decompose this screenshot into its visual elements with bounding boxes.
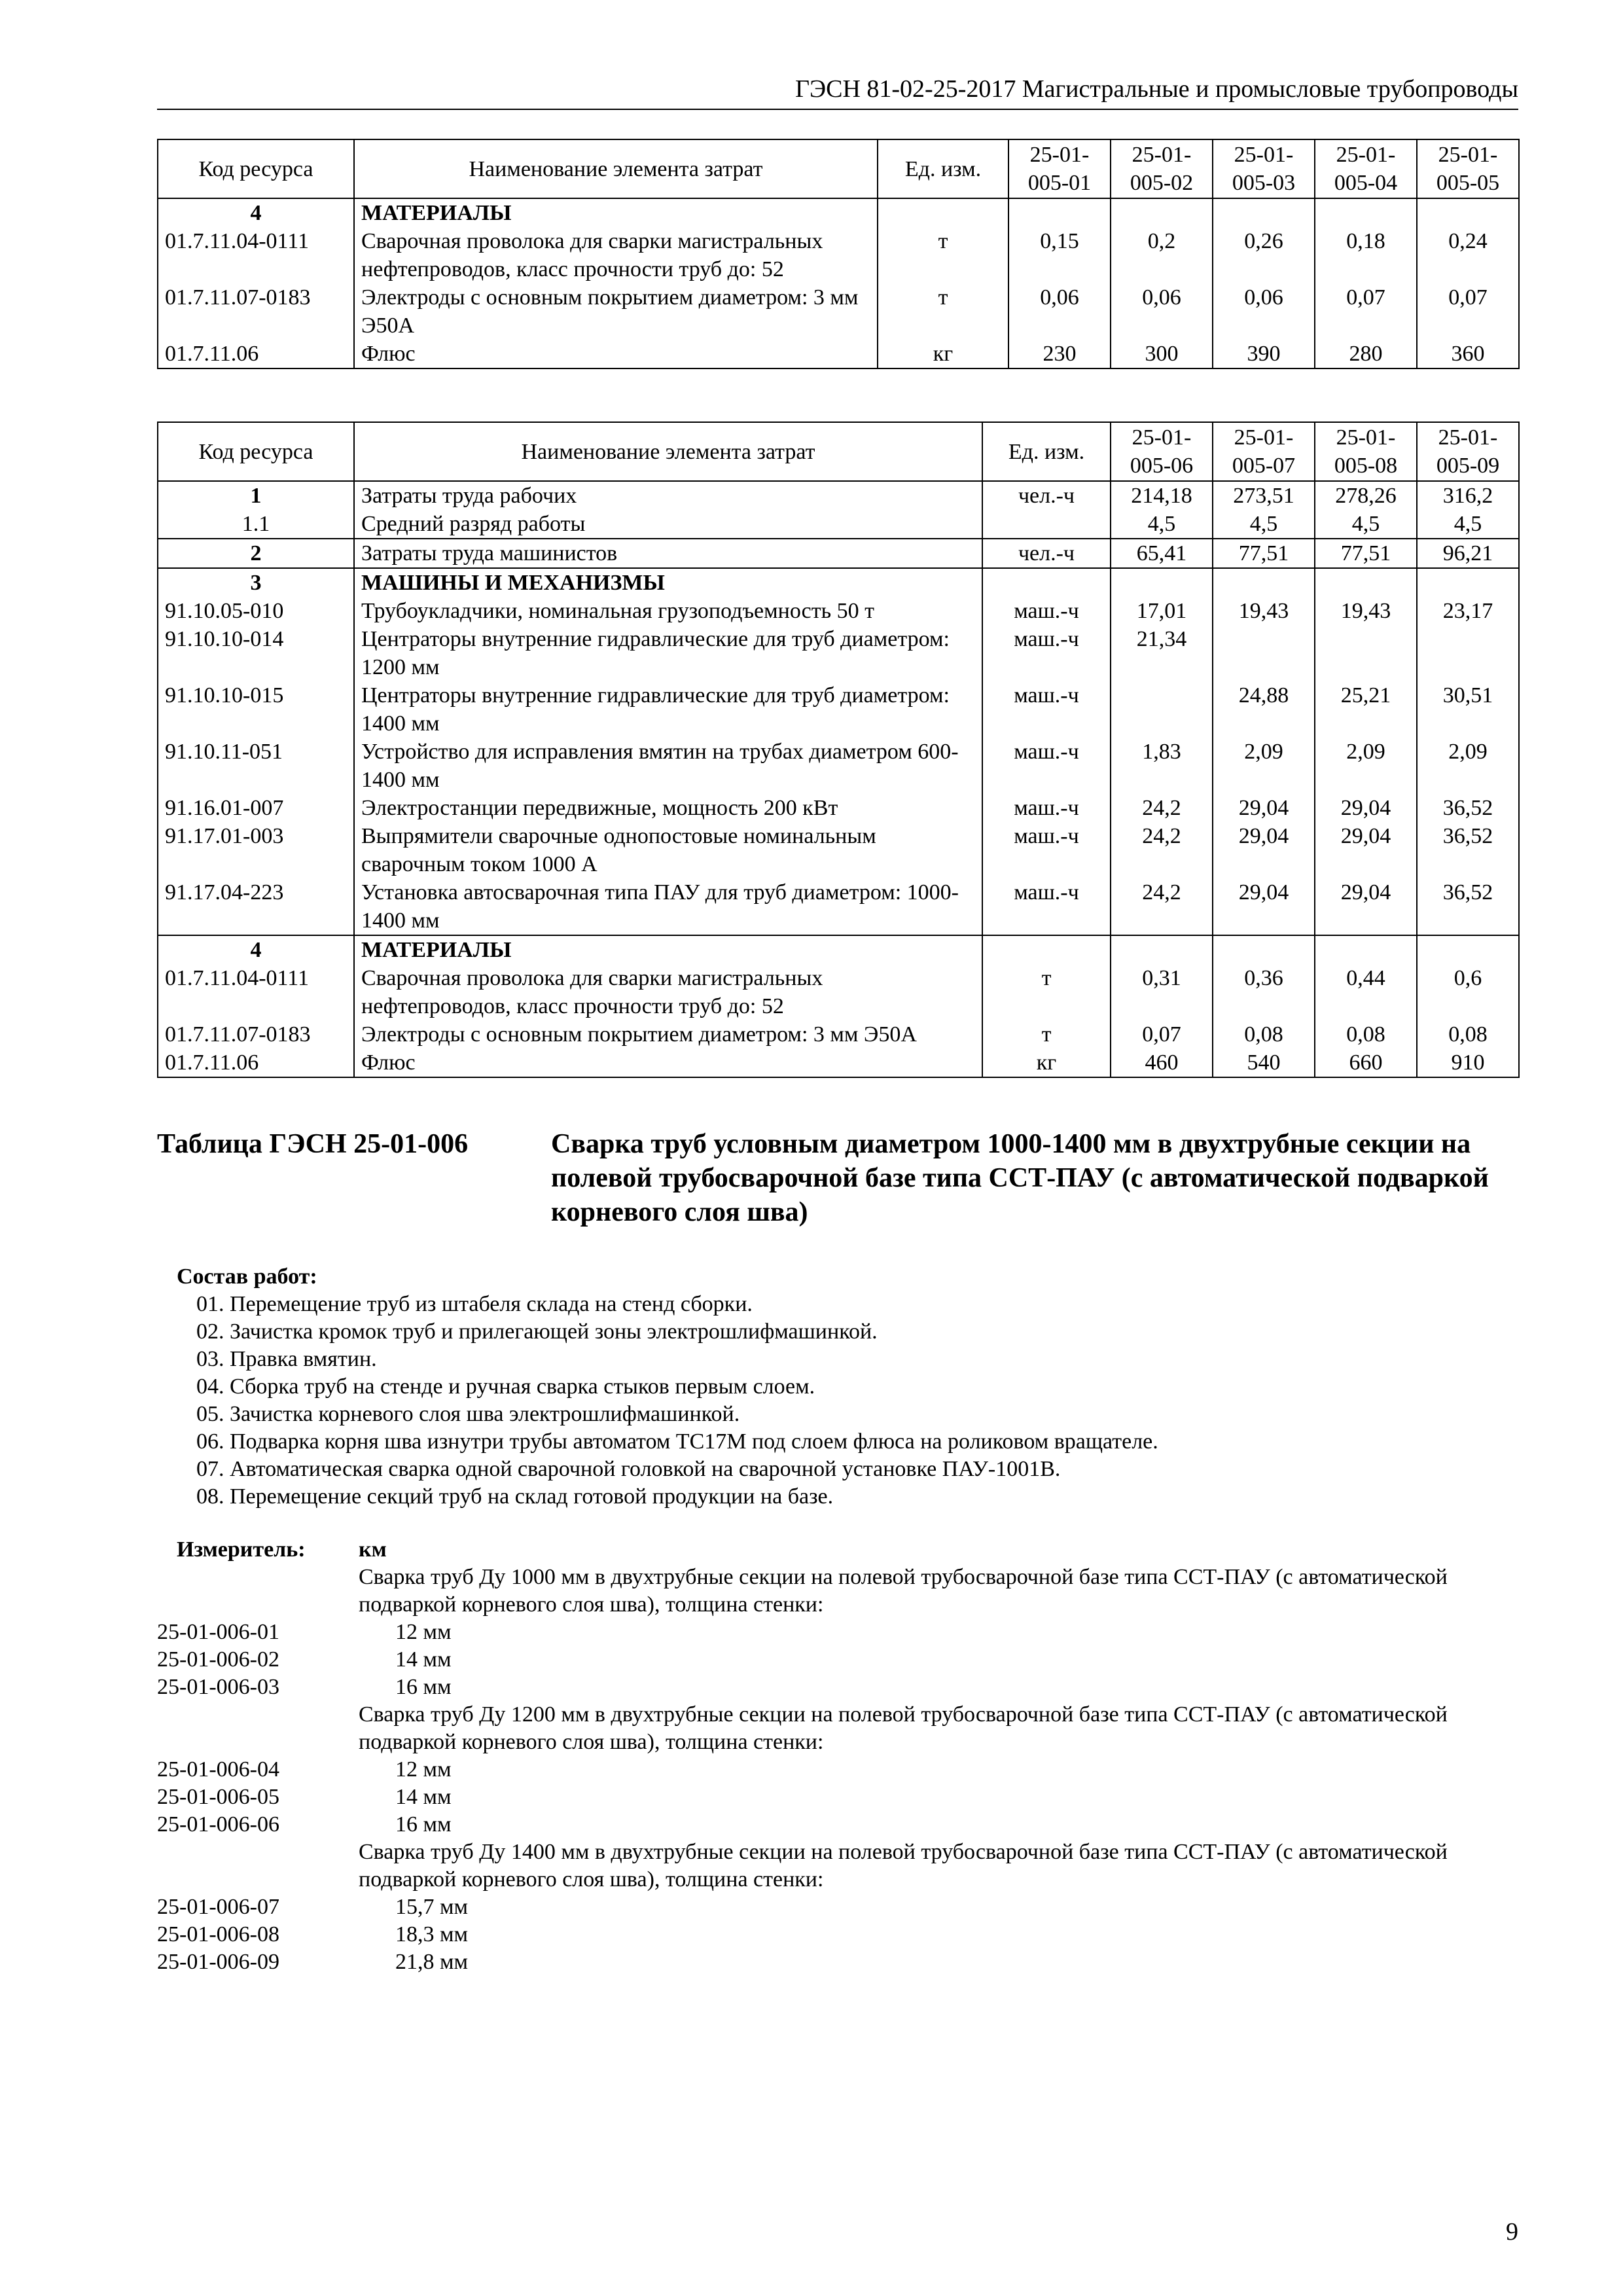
resource-code: 01.7.11.04-0111 [158,227,354,283]
resource-name: Центраторы внутренние гидравлические для труб диаметром: 1400 мм [354,681,982,738]
column-header-name: Наименование элемента затрат [354,139,878,198]
resource-unit [878,198,1008,227]
norm-value: 19,43 [1213,597,1315,625]
norm-value: 0,44 [1315,964,1417,1020]
resource-name: Средний разряд работы [354,510,982,539]
norm-value: 273,51 [1213,481,1315,510]
norm-value [1213,568,1315,597]
norm-value: 0,36 [1213,964,1315,1020]
list-item [157,1646,1518,1674]
column-header-norm: 25-01-005-04 [1315,139,1417,198]
norm-value: 0,07 [1315,283,1417,340]
resource-name: Сварочная проволока для сварки магистральных нефтепроводов, класс прочности труб до: 52 [354,964,982,1020]
page-number: 9 [1506,2218,1518,2246]
norm-value: 0,06 [1111,283,1213,340]
norm-code: 25-01-006-08 [157,1922,279,1946]
resource-code: 2 [158,539,354,568]
group-description: Сварка труб Ду 1400 мм в двухтрубные секции на полевой трубосварочной базе типа ССТ-ПАУ (с автоматической подваркой корневого слоя шва), толщина стенки: [359,1840,1448,1892]
norm-value: 0,07 [1111,1020,1213,1049]
meter-unit: км [359,1537,387,1562]
table-row [158,481,1519,510]
meter-group-description [157,1839,1518,1893]
resource-code: 91.10.05-010 [158,597,354,625]
norm-value: 23,17 [1417,597,1519,625]
column-header-norm: 25-01-005-08 [1315,422,1417,481]
norm-value: 0,06 [1008,283,1111,340]
resource-code: 1 [158,481,354,510]
resource-code: 01.7.11.06 [158,340,354,368]
list-item: 08. Перемещение секций труб на склад готовой продукции на базе. [196,1484,834,1509]
resource-unit: чел.-ч [982,481,1111,510]
table-row [158,198,1519,227]
resource-name: Сварочная проволока для сварки магистральных нефтепроводов, класс прочности труб до: 52 [354,227,878,283]
table-row [158,597,1519,625]
wall-thickness: 12 мм [395,1757,452,1782]
norm-code: 25-01-006-01 [157,1620,279,1644]
list-item: 01. Перемещение труб из штабеля склада на стенд сборки. [196,1292,753,1316]
group-description: Сварка труб Ду 1000 мм в двухтрубные секции на полевой трубосварочной базе типа ССТ-ПАУ (с автоматической подваркой корневого слоя шва), толщина стенки: [359,1565,1448,1617]
norm-value: 24,2 [1111,878,1213,935]
norm-value: 4,5 [1213,510,1315,539]
column-header-norm: 25-01-005-02 [1111,139,1213,198]
table-row [158,340,1519,368]
norm-code: 25-01-006-03 [157,1675,279,1699]
table-row [158,568,1519,597]
table-row [158,539,1519,568]
resource-name: Электростанции передвижные, мощность 200 кВт [354,794,982,822]
wall-thickness: 18,3 мм [395,1922,469,1946]
column-header-norm: 25-01-005-03 [1213,139,1315,198]
norm-value: 4,5 [1417,510,1519,539]
list-item [157,1756,1518,1784]
norm-value: 96,21 [1417,539,1519,568]
resource-unit: маш.-ч [982,625,1111,681]
resource-code: 01.7.11.07-0183 [158,1020,354,1049]
norm-value: 0,24 [1417,227,1519,283]
table-caption: Сварка труб условным диаметром 1000-1400 мм в двухтрубные секции на полевой трубосварочной базе типа ССТ-ПАУ (с автоматической подваркой корневого слоя шва) [551,1129,1489,1227]
norm-value [1111,568,1213,597]
table-row [158,822,1519,878]
list-item: 06. Подварка корня шва изнутри трубы автоматом ТС17М под слоем флюса на роликовом вращателе. [196,1429,1158,1454]
resource-unit: т [878,283,1008,340]
resource-unit: маш.-ч [982,794,1111,822]
wall-thickness: 14 мм [395,1785,452,1809]
table-row [158,227,1519,283]
norm-value [1417,935,1519,964]
column-header-unit: Ед. изм. [878,139,1008,198]
norm-value: 0,26 [1213,227,1315,283]
norm-value [1213,625,1315,681]
resource-name: Центраторы внутренние гидравлические для труб диаметром: 1200 мм [354,625,982,681]
norm-value: 0,07 [1417,283,1519,340]
norm-value: 0,6 [1417,964,1519,1020]
list-item: 03. Правка вмятин. [196,1347,377,1371]
norm-value: 30,51 [1417,681,1519,738]
column-header-unit: Ед. изм. [982,422,1111,481]
resource-name: МАТЕРИАЛЫ [354,198,878,227]
works-heading: Состав работ: [177,1265,317,1289]
table-row [158,1049,1519,1077]
norm-value: 36,52 [1417,878,1519,935]
resource-table-2 [157,422,1520,1078]
norm-code: 25-01-006-02 [157,1647,279,1672]
resource-unit [982,935,1111,964]
norm-value: 29,04 [1315,822,1417,878]
norm-value [1417,568,1519,597]
works-list [177,1263,1512,1511]
resource-unit: маш.-ч [982,878,1111,935]
list-item [157,1784,1518,1811]
table-row [158,681,1519,738]
column-header-code: Код ресурса [158,422,354,481]
resource-unit: маш.-ч [982,822,1111,878]
list-item [157,1811,1518,1839]
norm-value: 17,01 [1111,597,1213,625]
resource-unit: т [878,227,1008,283]
norm-value: 29,04 [1213,878,1315,935]
list-item [157,1921,1518,1948]
norm-value: 24,2 [1111,822,1213,878]
resource-code: 4 [158,198,354,227]
norm-value [1315,625,1417,681]
norm-value: 230 [1008,340,1111,368]
norm-value: 390 [1213,340,1315,368]
list-item: 02. Зачистка кромок труб и прилегающей зоны электрошлифмашинкой. [196,1319,878,1344]
norm-value: 24,2 [1111,794,1213,822]
list-item [157,1674,1518,1701]
list-item: 05. Зачистка корневого слоя шва электрошлифмашинкой. [196,1402,740,1426]
resource-name: МАТЕРИАЛЫ [354,935,982,964]
table-row [158,935,1519,964]
meter-group-description [157,1701,1518,1756]
resource-unit: т [982,1020,1111,1049]
norm-value: 360 [1417,340,1519,368]
resource-unit: маш.-ч [982,681,1111,738]
norm-value [1417,198,1519,227]
norm-value: 278,26 [1315,481,1417,510]
norm-value: 316,2 [1417,481,1519,510]
resource-name: Флюс [354,340,878,368]
column-header-norm: 25-01-005-01 [1008,139,1111,198]
column-header-norm: 25-01-005-06 [1111,422,1213,481]
norm-value: 0,08 [1417,1020,1519,1049]
resource-name: МАШИНЫ И МЕХАНИЗМЫ [354,568,982,597]
norm-value: 4,5 [1315,510,1417,539]
norm-value: 660 [1315,1049,1417,1077]
resource-code: 91.16.01-007 [158,794,354,822]
norm-value: 29,04 [1315,878,1417,935]
norm-value: 4,5 [1111,510,1213,539]
table-row [158,1020,1519,1049]
list-item [157,1893,1518,1921]
norm-code: 25-01-006-07 [157,1895,279,1919]
resource-unit: кг [982,1049,1111,1077]
wall-thickness: 15,7 мм [395,1895,469,1919]
resource-code: 91.10.10-015 [158,681,354,738]
resource-code: 91.17.01-003 [158,822,354,878]
resource-code: 91.10.11-051 [158,738,354,794]
resource-name: Затраты труда рабочих [354,481,982,510]
norm-value: 0,2 [1111,227,1213,283]
norm-value: 29,04 [1213,822,1315,878]
norm-value: 0,15 [1008,227,1111,283]
list-item [157,1619,1518,1646]
norm-value: 77,51 [1315,539,1417,568]
wall-thickness: 16 мм [395,1675,452,1699]
norm-value [1315,198,1417,227]
resource-unit: маш.-ч [982,738,1111,794]
norm-value: 65,41 [1111,539,1213,568]
resource-unit: маш.-ч [982,597,1111,625]
norm-value: 540 [1213,1049,1315,1077]
resource-code: 01.7.11.04-0111 [158,964,354,1020]
norm-value: 21,34 [1111,625,1213,681]
column-header-name: Наименование элемента затрат [354,422,982,481]
wall-thickness: 16 мм [395,1812,452,1837]
table-number: Таблица ГЭСН 25-01-006 [157,1129,469,1159]
column-header-code: Код ресурса [158,139,354,198]
list-item [157,1948,1518,1976]
norm-value: 1,83 [1111,738,1213,794]
norm-code: 25-01-006-06 [157,1812,279,1837]
norm-value [1008,198,1111,227]
resource-name: Установка автосварочная типа ПАУ для труб диаметром: 1000-1400 мм [354,878,982,935]
table-row [158,738,1519,794]
resource-name: Электроды с основным покрытием диаметром: 3 мм Э50А [354,1020,982,1049]
norm-value: 19,43 [1315,597,1417,625]
resource-code: 3 [158,568,354,597]
meter-label: Измеритель: [177,1537,306,1562]
column-header-norm: 25-01-005-07 [1213,422,1315,481]
column-header-norm: 25-01-005-09 [1417,422,1519,481]
header-rule [157,109,1518,110]
norm-code: 25-01-006-05 [157,1785,279,1809]
norm-value [1315,935,1417,964]
resource-name: Флюс [354,1049,982,1077]
list-item: 07. Автоматическая сварка одной сварочной головкой на сварочной установке ПАУ-1001В. [196,1457,1061,1481]
resource-table-1 [157,139,1520,369]
norm-value [1111,935,1213,964]
norm-value: 910 [1417,1049,1519,1077]
resource-unit [982,568,1111,597]
norm-value: 2,09 [1315,738,1417,794]
norm-value [1315,568,1417,597]
norm-value: 36,52 [1417,822,1519,878]
norm-value: 29,04 [1315,794,1417,822]
resource-code: 91.10.10-014 [158,625,354,681]
resource-name: Выпрямители сварочные однопостовые номинальным сварочным током 1000 А [354,822,982,878]
wall-thickness: 12 мм [395,1620,452,1644]
meter-group-description [157,1564,1518,1619]
norm-value: 2,09 [1417,738,1519,794]
norm-value: 29,04 [1213,794,1315,822]
norm-value: 280 [1315,340,1417,368]
norm-value: 0,31 [1111,964,1213,1020]
column-header-norm: 25-01-005-05 [1417,139,1519,198]
list-item: 04. Сборка труб на стенде и ручная сварка стыков первым слоем. [196,1374,815,1399]
resource-name: Устройство для исправления вмятин на трубах диаметром 600-1400 мм [354,738,982,794]
resource-name: Электроды с основным покрытием диаметром: 3 мм Э50А [354,283,878,340]
norm-value: 0,08 [1315,1020,1417,1049]
norm-value: 24,88 [1213,681,1315,738]
group-description: Сварка труб Ду 1200 мм в двухтрубные секции на полевой трубосварочной базе типа ССТ-ПАУ (с автоматической подваркой корневого слоя шва), толщина стенки: [359,1702,1448,1754]
wall-thickness: 21,8 мм [395,1950,469,1974]
norm-code: 25-01-006-04 [157,1757,279,1782]
running-header: ГЭСН 81-02-25-2017 Магистральные и промысловые трубопроводы [795,75,1518,103]
resource-code: 4 [158,935,354,964]
table-row [158,625,1519,681]
norm-value [1111,681,1213,738]
table-row [158,510,1519,539]
norm-value: 0,06 [1213,283,1315,340]
resource-code: 01.7.11.07-0183 [158,283,354,340]
wall-thickness: 14 мм [395,1647,452,1672]
resource-code: 1.1 [158,510,354,539]
norm-value: 25,21 [1315,681,1417,738]
norm-value: 0,08 [1213,1020,1315,1049]
norm-value: 460 [1111,1049,1213,1077]
norm-value: 214,18 [1111,481,1213,510]
table-row [158,964,1519,1020]
norm-value [1213,935,1315,964]
resource-code: 91.17.04-223 [158,878,354,935]
norm-code: 25-01-006-09 [157,1950,279,1974]
norm-value [1111,198,1213,227]
resource-name: Трубоукладчики, номинальная грузоподъемность 50 т [354,597,982,625]
norm-value [1213,198,1315,227]
table-row [158,878,1519,935]
norm-value: 2,09 [1213,738,1315,794]
resource-name: Затраты труда машинистов [354,539,982,568]
norm-value: 0,18 [1315,227,1417,283]
meter-row [157,1536,1518,1564]
table-row [158,283,1519,340]
norm-value: 300 [1111,340,1213,368]
norm-value: 77,51 [1213,539,1315,568]
table-row [158,794,1519,822]
resource-code: 01.7.11.06 [158,1049,354,1077]
resource-unit: кг [878,340,1008,368]
norm-value [1417,625,1519,681]
resource-unit: чел.-ч [982,539,1111,568]
resource-unit [982,510,1111,539]
meter-section [157,1536,1518,1976]
norm-value: 36,52 [1417,794,1519,822]
resource-unit: т [982,964,1111,1020]
